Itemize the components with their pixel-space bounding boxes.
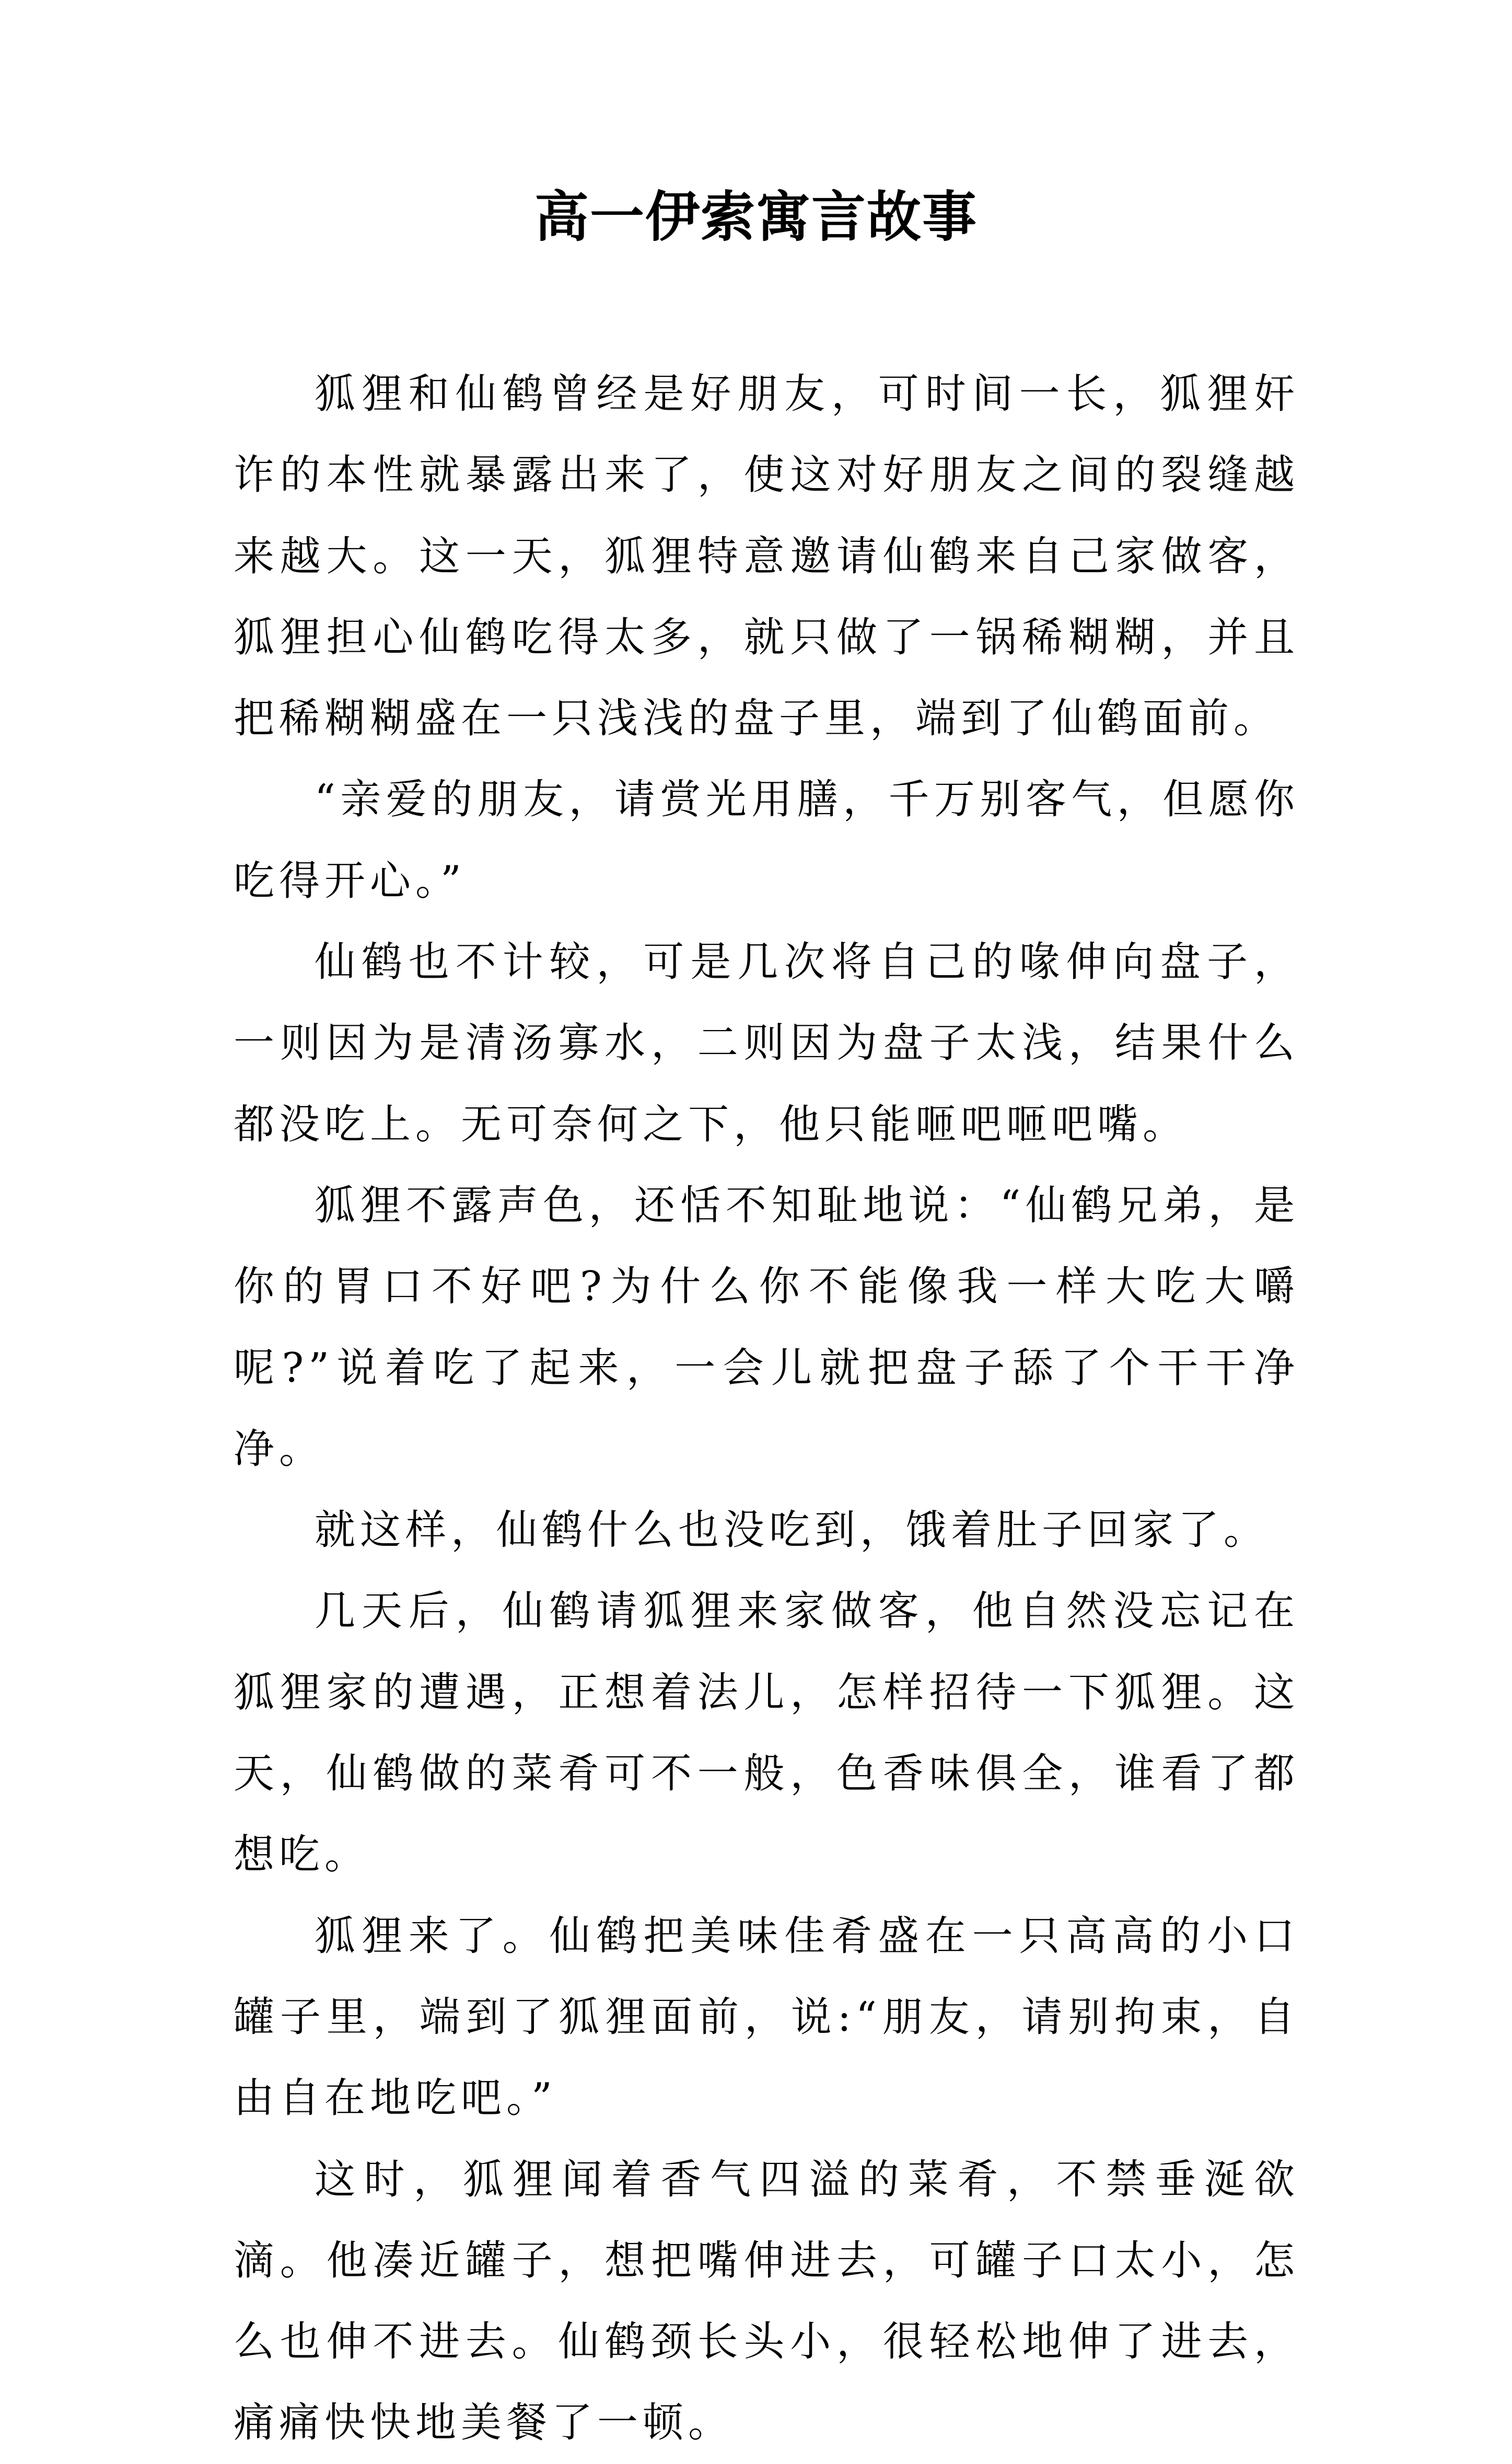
paragraph-2: “亲爱的朋友，请赏光用膳，千万别客气，但愿你吃得开心。” [234, 776, 1299, 905]
paragraph-4: 狐狸不露声色，还恬不知耻地说：“仙鹤兄弟，是你的胃口不好吧?为什么你不能像我一样大吃大嚼呢?”说着吃了起来，一会儿就把盘子舔了个干干净净。 [234, 1182, 1299, 1473]
paragraph-3: 仙鹤也不计较，可是几次将自己的喙伸向盘子，一则因为是清汤寡水，二则因为盘子太浅，结果什么都没吃上。无可奈何之下，他只能咂吧咂吧嘴。 [234, 939, 1299, 1148]
paragraph-8: 这时，狐狸闻着香气四溢的菜肴，不禁垂涎欲滴。他凑近罐子，想把嘴伸进去，可罐子口太小，怎么也伸不进去。仙鹤颈长头小，很轻松地伸了进去，痛痛快快地美餐了一顿。 [234, 2156, 1299, 2447]
document-body [234, 354, 1299, 2464]
paragraph-7: 狐狸来了。仙鹤把美味佳肴盛在一只高高的小口罐子里，端到了狐狸面前，说:“朋友，请别拘束，自由自在地吃吧。” [234, 1912, 1299, 2122]
paragraph-6: 几天后，仙鹤请狐狸来家做客，他自然没忘记在狐狸家的遭遇，正想着法儿，怎样招待一下狐狸。这天，仙鹤做的菜肴可不一般，色香味俱全，谁看了都想吃。 [234, 1588, 1299, 1879]
document-title: 高一伊索寓言故事 [534, 184, 978, 249]
paragraph-5: 就这样，仙鹤什么也没吃到，饿着肚子回家了。 [315, 1507, 1270, 1554]
paragraph-1: 狐狸和仙鹤曾经是好朋友，可时间一长，狐狸奸诈的本性就暴露出来了，使这对好朋友之间的裂缝越来越大。这一天，狐狸特意邀请仙鹤来自己家做客，狐狸担心仙鹤吃得太多，就只做了一锅稀糊糊，并且把稀糊糊盛在一只浅浅的盘子里，端到了仙鹤面前。 [234, 371, 1299, 743]
